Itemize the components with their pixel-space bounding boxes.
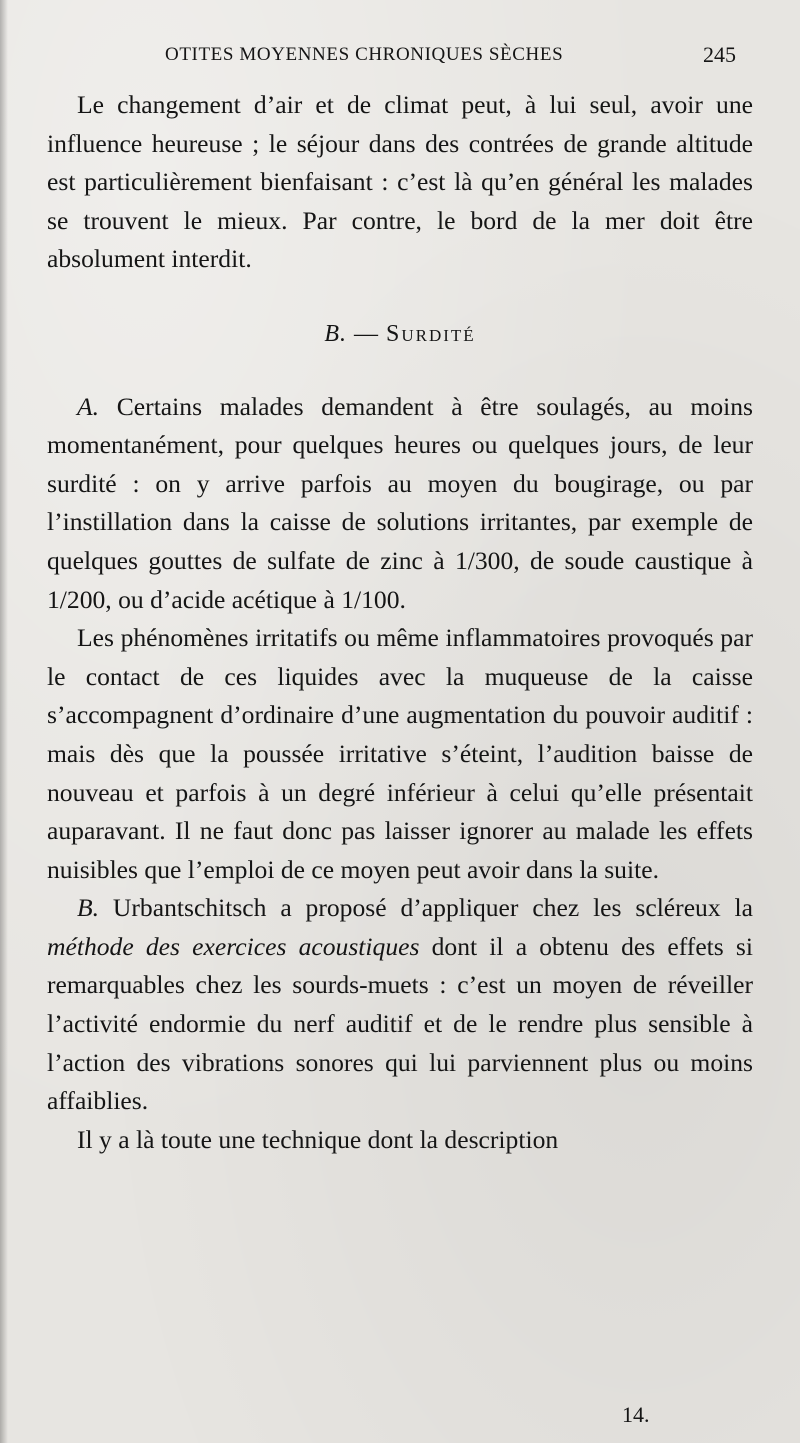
item-b-text-end: dont il a obtenu des effets si remarquables chez les sourds-muets : c’est un moyen de réveiller l’activité endormie du nerf auditif et de le rendre plus sensible à l’action des vibrations sonores qui lui parviennent plus ou moins affaiblies. <box>47 931 754 1116</box>
item-b-emphasis: méthode des exercices acoustiques <box>47 931 420 961</box>
paragraph-item-b <box>47 889 753 1121</box>
paragraph-climate: Le changement d’air et de climat peut, à lui seul, avoir une influence heureuse ; le séjour dans des contrées de grande altitude est particulièrement bienfaisant : c’est là qu’en général les malades se trouvent le mieux. Par contre, le bord de la mer doit être absolument interdit. <box>47 90 753 274</box>
running-title: OTITES MOYENNES CHRONIQUES SÈCHES <box>165 44 564 65</box>
page-header <box>0 38 800 78</box>
section-name: Surdité <box>386 320 476 347</box>
signature-mark: 14. <box>622 1402 650 1427</box>
page-number: 245 <box>703 42 736 67</box>
section-label: B. <box>324 320 347 347</box>
paragraph-technique: Il y a là toute une technique dont la description <box>77 1124 559 1154</box>
item-b-text-start: Urbantschitsch a proposé d’appliquer chez les scléreux la <box>99 893 753 923</box>
page-edge-shadow <box>0 0 8 1443</box>
section-dash: — <box>347 320 386 347</box>
paragraph-item-a <box>47 388 753 620</box>
item-b-label: B. <box>77 893 100 923</box>
item-a-text: Certains malades demandent à être soulagés, au moins momentanément, pour quelques heures ou quelques jours, de leur surdité : on y arrive parfois au moyen du bougirage, ou par l’instillation dans la caisse de solutions irritantes, par exemple de quelques gouttes de sulfate de zinc à 1/300, de soude caustique à 1/200, ou d’acide acétique à 1/100. <box>47 391 753 614</box>
paragraph-irritative-effects: Les phénomènes irritatifs ou même inflammatoires provoqués par le contact de ces liquides avec la muqueuse de la caisse s’accompagnent d’ordinaire d’une augmentation du pouvoir auditif : mais dès que la poussée irritative s’éteint, l’audition baisse de nouveau et parfois à un degré inférieur à celui qu’elle présentait auparavant. Il ne faut donc pas laisser ignorer au malade les effets nuisibles que l’emploi de ce moyen peut avoir dans la suite. <box>47 623 753 884</box>
body-text <box>47 86 753 1159</box>
section-heading <box>47 315 753 354</box>
item-a-label: A. <box>77 391 100 421</box>
